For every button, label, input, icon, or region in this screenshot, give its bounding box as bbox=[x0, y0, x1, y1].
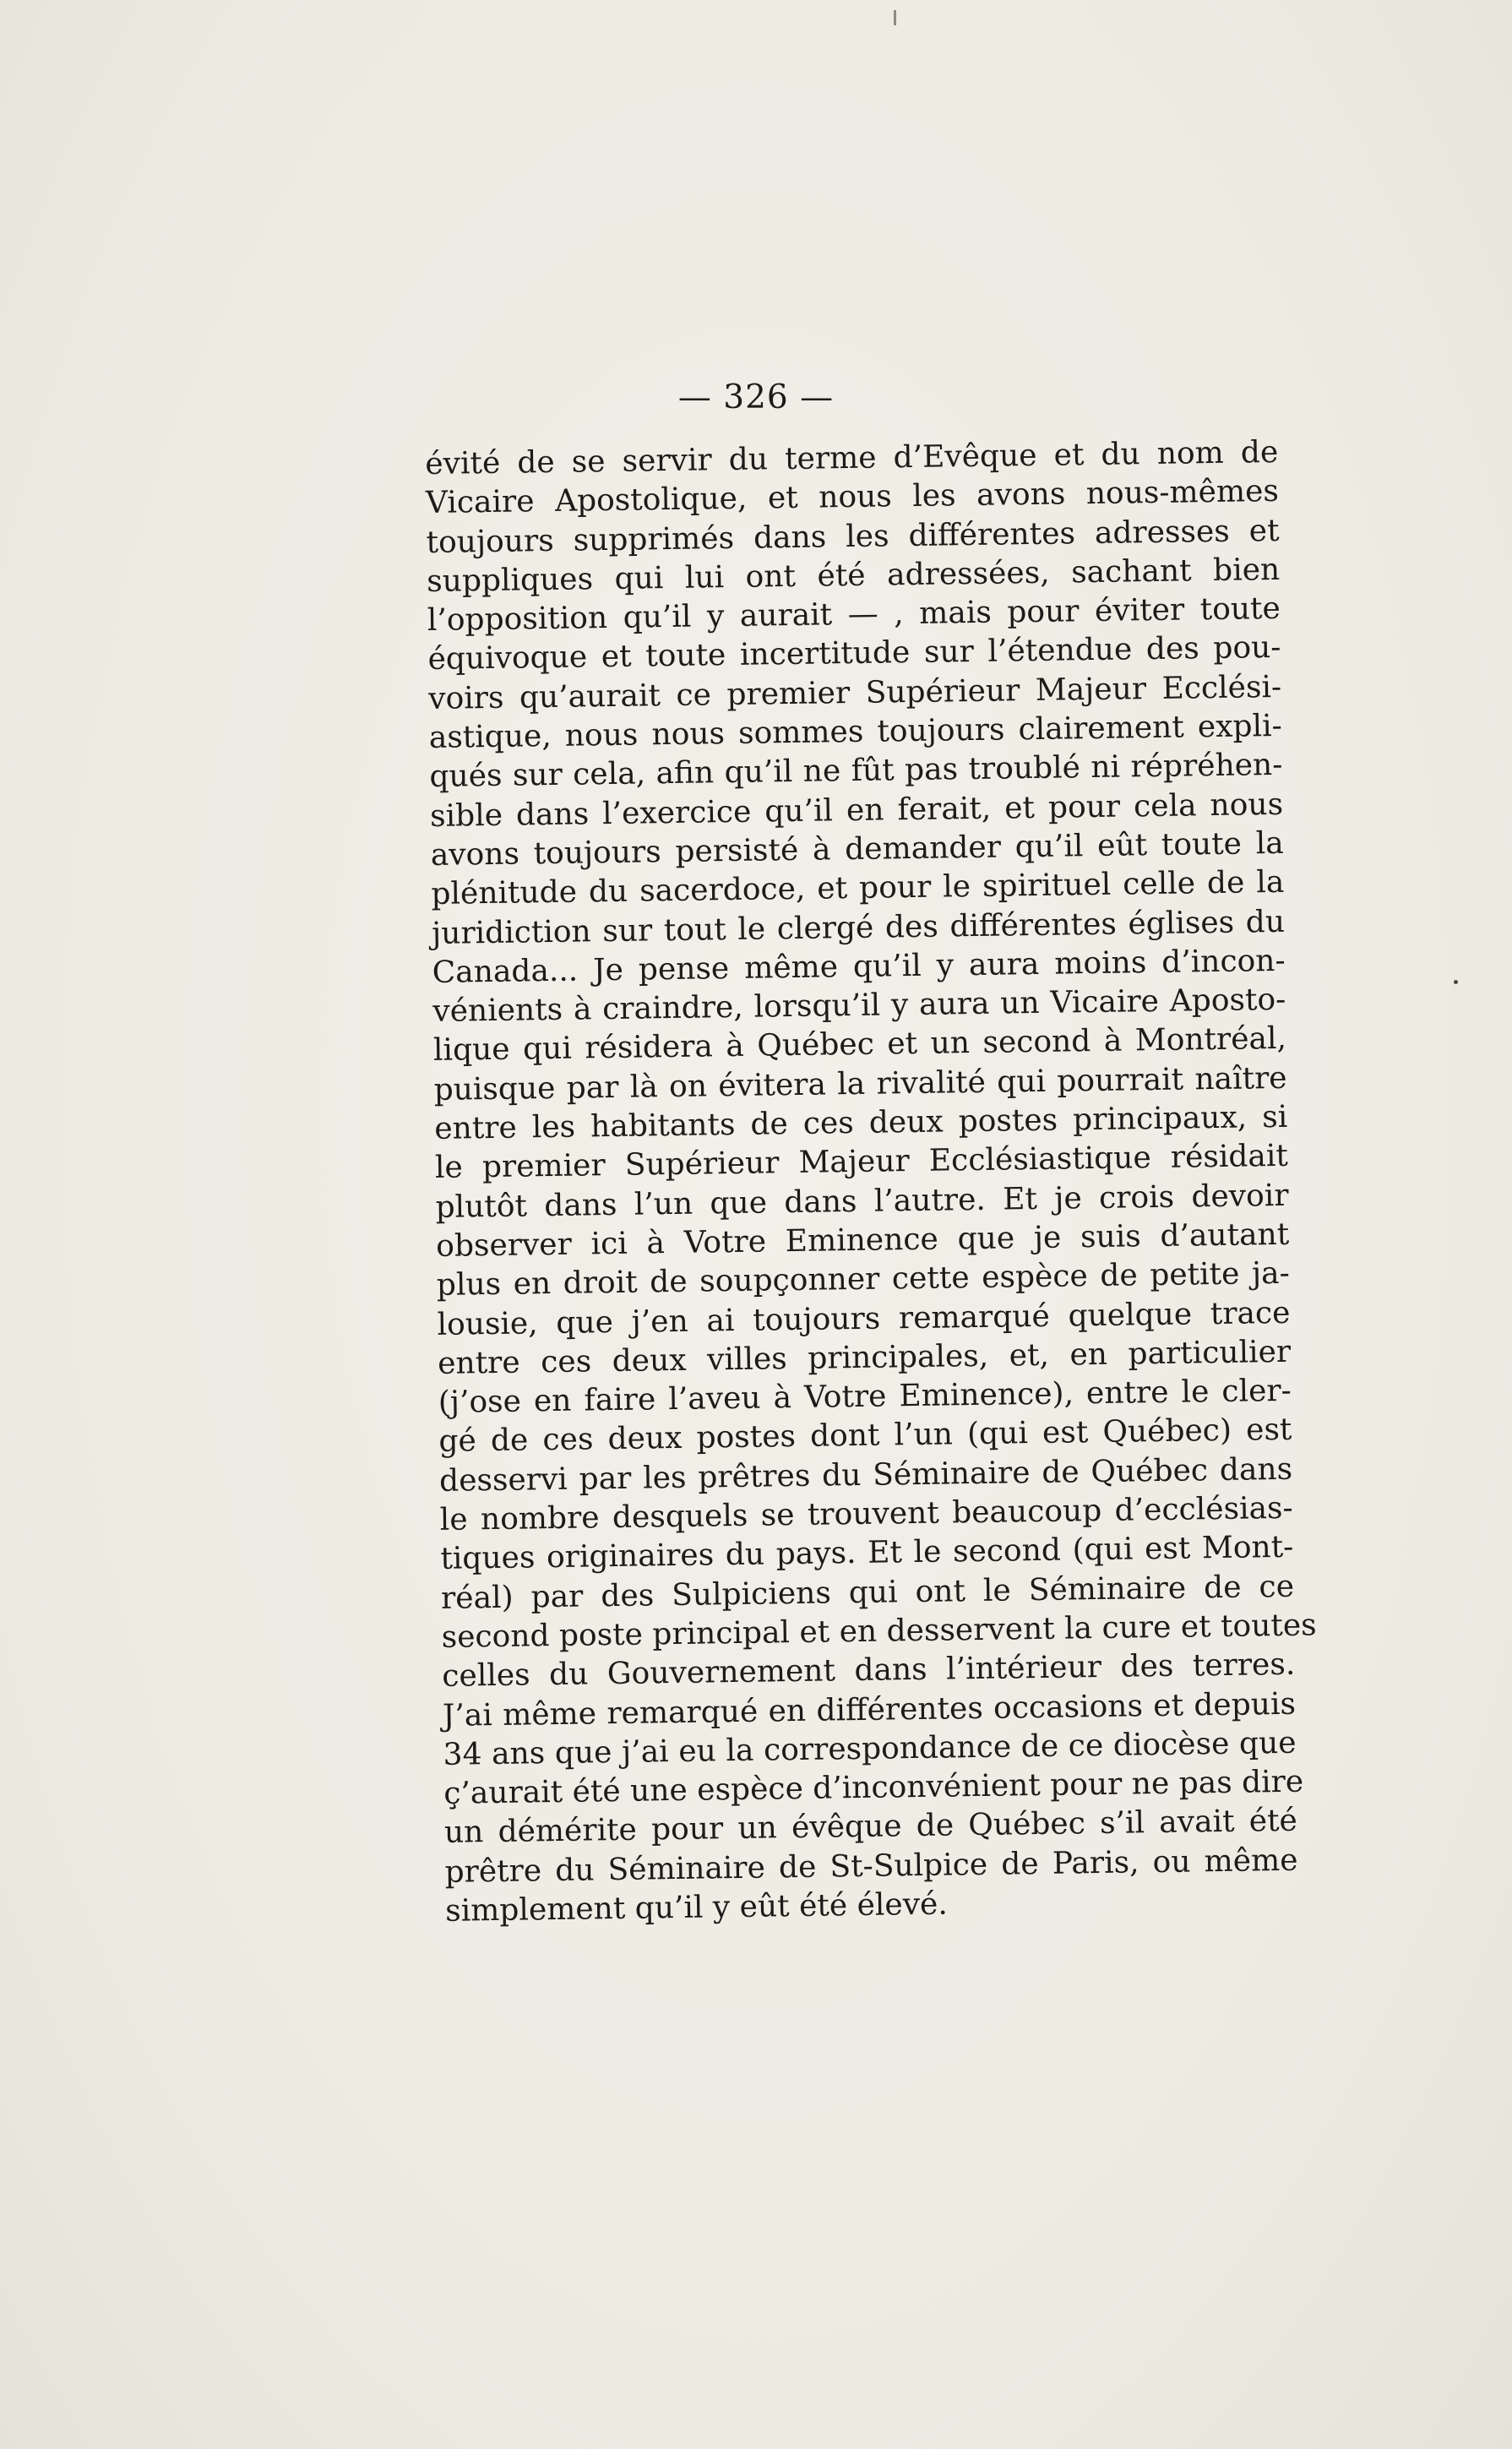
text-line: second poste principal et en desservent la cure et toutes bbox=[441, 1608, 1317, 1655]
scan-mark bbox=[894, 10, 896, 25]
text-line: juridiction sur tout le clergé des différentes églises du bbox=[431, 904, 1286, 951]
text-line: simplement qu’il y eût été élevé. bbox=[444, 1886, 949, 1929]
text-line: puisque par là on évitera la rivalité qui pourrait naître bbox=[433, 1060, 1287, 1107]
text-line: lousie, que j’en ai toujours remarqué quelque trace bbox=[437, 1295, 1291, 1342]
text-line: suppliques qui lui ont été adressées, sachant bien bbox=[426, 552, 1281, 599]
text-line: vénients à craindre, lorsqu’il y aura un Vicaire Aposto- bbox=[432, 982, 1286, 1030]
text-line: équivoque et toute incertitude sur l’étendue des pou- bbox=[427, 630, 1281, 678]
text-line: observer ici à Votre Eminence que je suis d’autant bbox=[435, 1216, 1290, 1264]
text-line: Canada... Je pense même qu’il y aura moins d’incon- bbox=[432, 943, 1286, 990]
text-line: l’opposition qu’il y aurait — , mais pour éviter toute bbox=[427, 591, 1281, 639]
text-line: astique, nous nous sommes toujours clairement expli- bbox=[428, 708, 1283, 756]
text-line: (j’ose en faire l’aveu à Votre Eminence), entre le cler- bbox=[438, 1373, 1292, 1421]
text-line: entre ces deux villes principales, et, en particulier bbox=[437, 1334, 1292, 1381]
scan-speck bbox=[1454, 980, 1458, 984]
text-line: sible dans l’exercice qu’il en ferait, et pour cela nous bbox=[429, 786, 1284, 834]
text-line: plénitude du sacerdoce, et pour le spirituel celle de la bbox=[431, 865, 1285, 912]
text-line: desservi par les prêtres du Séminaire de Québec dans bbox=[438, 1451, 1293, 1499]
body-text bbox=[425, 433, 1317, 1931]
text-line: un démérite pour un évêque de Québec s’il avait été bbox=[443, 1804, 1298, 1851]
text-line: toujours supprimés dans les différentes adresses et bbox=[426, 513, 1280, 560]
text-line: voirs qu’aurait ce premier Supérieur Majeur Ecclési- bbox=[427, 669, 1282, 716]
page-number: — 326 — bbox=[677, 378, 835, 416]
text-line: évité de se servir du terme d’Evêque et du nom de bbox=[425, 434, 1279, 482]
text-line: gé de ces deux postes dont l’un (qui est Québec) est bbox=[438, 1412, 1292, 1460]
text-line: tiques originaires du pays. Et le second (qui est Mont- bbox=[440, 1530, 1294, 1577]
text-line: Vicaire Apostolique, et nous les avons nous-mêmes bbox=[425, 474, 1280, 521]
text-line: le premier Supérieur Majeur Ecclésiastique résidait bbox=[434, 1139, 1289, 1186]
text-line: 34 ans que j’ai eu la correspondance de ce diocèse que bbox=[443, 1725, 1297, 1772]
text-line: plus en droit de soupçonner cette espèce de petite ja- bbox=[436, 1256, 1291, 1303]
text-line: ç’aurait été une espèce d’inconvénient pour ne pas dire bbox=[443, 1764, 1304, 1811]
text-line: qués sur cela, afin qu’il ne fût pas troublé ni répréhen- bbox=[429, 748, 1283, 795]
text-line: celles du Gouvernement dans l’intérieur des terres. bbox=[442, 1646, 1296, 1695]
text-line: le nombre desquels se trouvent beaucoup d’ecclésias- bbox=[439, 1490, 1293, 1537]
text-line: entre les habitants de ces deux postes principaux, si bbox=[434, 1099, 1288, 1146]
text-line: plutôt dans l’un que dans l’autre. Et je crois devoir bbox=[435, 1178, 1289, 1225]
text-line: réal) par des Sulpiciens qui ont le Séminaire de ce bbox=[440, 1569, 1295, 1616]
text-line: J’ai même remarqué en différentes occasions et depuis bbox=[442, 1686, 1297, 1733]
text-line: avons toujours persisté à demander qu’il eût toute la bbox=[430, 825, 1284, 873]
text-line: prêtre du Séminaire de St-Sulpice de Paris, ou même bbox=[444, 1842, 1298, 1890]
text-line: lique qui résidera à Québec et un second à Montréal, bbox=[432, 1021, 1287, 1069]
